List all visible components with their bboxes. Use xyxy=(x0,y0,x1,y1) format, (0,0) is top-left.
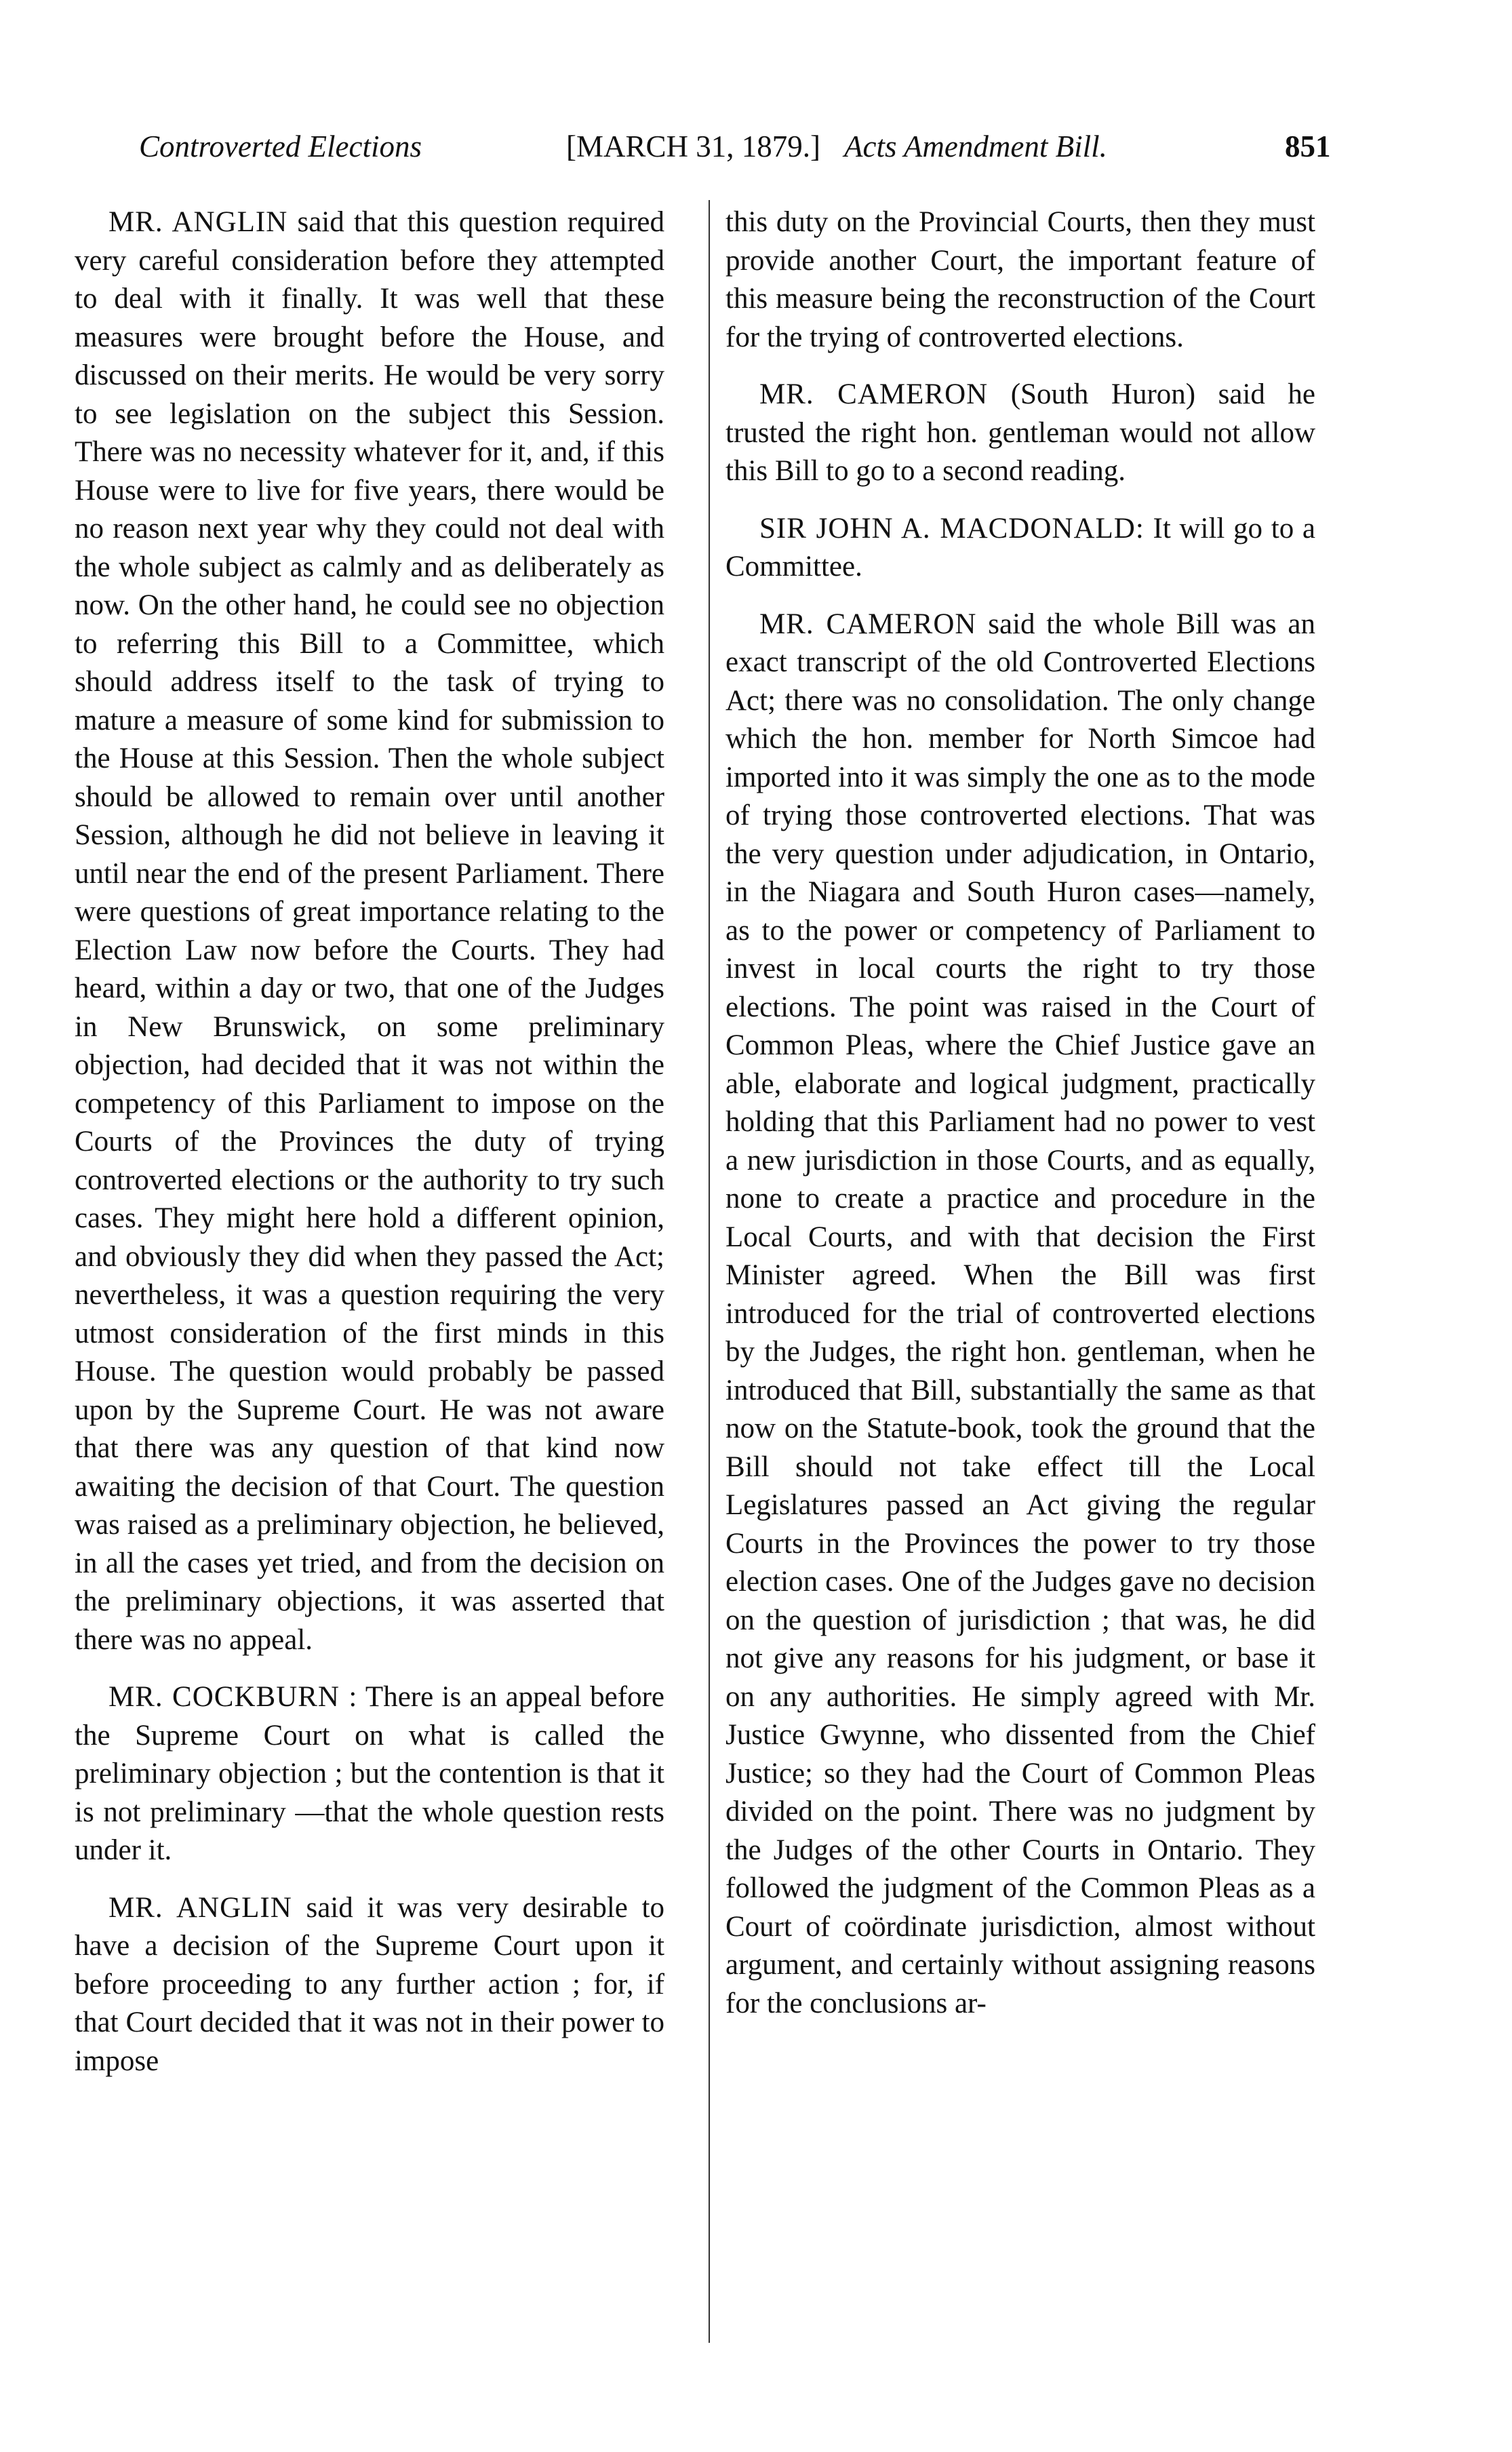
paragraph-text: this duty on the Provincial Courts, then they must provide another Court, the important feature of this measure being the reconstruction of the Court for the trying of controverted elections. xyxy=(725,206,1315,353)
header-left-title: Controverted Elections xyxy=(139,130,422,163)
paragraph-anglin-2 xyxy=(75,1889,664,2081)
paragraph-text: There is an appeal before the Supreme Court on what is called the preliminary objection ; but the contention is that it is not preliminary —that the whole question rests under it. xyxy=(75,1681,664,1866)
paragraph-text: It will go to a Committee. xyxy=(725,512,1315,582)
paragraph-text: said that this question required very careful consideration before they attempted to deal with it finally. It was well that these measures were brought before the House, and discussed on their merits. He would be very sorry to see legislation on the subject this Session. There was no necessity whatever for it, and, if this House were to live for five years, there would be no reason next year why they could not deal with the whole subject as calmly and as deliberately as now. On the other hand, he could see no objection to referring this Bill to a Committee, which should address itself to the task of trying to mature a measure of some kind for submission to the House at this Session. Then the whole subject should be allowed to remain over until another Session, although he did not believe in leaving it until near the end of the present Parliament. There were questions of great importance relating to the Election Law now before the Courts. They had heard, within a day or two, that one of the Judges in New Brunswick, on some preliminary objection, had decided that it was not within the competency of this Parliament to impose on the Courts of the Provinces the duty of trying controverted elections or the authority to try such cases. They might here hold a different opinion, and obviously they did when they passed the Act; nevertheless, it was a question requiring the very utmost consideration of the first minds in this House. The question would probably be passed upon by the Supreme Court. He was not aware that there was any question of that kind now awaiting the decision of that Court. The question was raised as a preliminary objection, he believed, in all the cases yet tried, and from the decision on the preliminary objections, it was asserted that there was no appeal. xyxy=(75,206,665,1656)
right-column xyxy=(725,203,1315,2042)
paragraph-continuation xyxy=(725,203,1315,357)
paragraph-text: said the whole Bill was an exact transcript of the old Controverted Elections Act; there was no consolidation. The only change which the hon. member for North Simcoe had imported into it was simply the one as to the mode of trying those controverted elections. That was the very question under adjudication, in Ontario, in the Niagara and South Huron cases—namely, as to the power or competency of Parliament to invest in local courts the right to try those elections. The point was raised in the Court of Common Pleas, where the Chief Justice gave an able, elaborate and logical judgment, practically holding that this Parliament had no power to vest a new jurisdiction in those Courts, and as equally, none to create a practice and procedure in the Local Courts, and with that decision the First Minister agreed. When the Bill was first introduced for the trial of controverted elections by the Judges, the right hon. gentleman, when he introduced that Bill, substantially the same as that now on the Statute-book, took the ground that the Bill should not take effect till the Local Legislatures passed an Act giving the regular Courts in the Provinces the power to try those election cases. One of the Judges gave no decision on the question of jurisdiction ; that was, he did not give any reasons for his judgment, or base it on any authorities. He simply agreed with Mr. Justice Gwynne, who dissented from the Chief Justice; so they had the Court of Common Pleas divided on the point. There was no judgment by the Judges of the other Courts in Ontario. They followed the judgment of the Common Pleas as a Court of coördinate jurisdiction, almost without argument, and certainly without assigning reasons for the conclusions ar- xyxy=(725,608,1315,2019)
paragraph-cockburn xyxy=(75,1678,664,1870)
speaker-name: MR. CAMERON xyxy=(759,378,989,410)
speaker-name: MR. ANGLIN xyxy=(108,206,288,238)
running-header xyxy=(132,119,1336,174)
header-date: [MARCH 31, 1879.] xyxy=(566,130,821,163)
paragraph-text: (South Huron) said he trusted the right hon. gentleman would not allow this Bill to go to a second reading. xyxy=(725,378,1315,487)
paragraph-text: said it was very desirable to have a decision of the Supreme Court upon it before proceeding to any further action ; for, if that Court decided that it was not in their power to impose xyxy=(75,1891,664,2077)
paragraph-anglin-1 xyxy=(75,203,664,1659)
column-divider xyxy=(709,200,710,2343)
left-column xyxy=(75,203,664,2099)
speaker-name: MR. ANGLIN xyxy=(108,1891,292,1924)
paragraph-cameron-2 xyxy=(725,606,1315,2023)
page-number: 851 xyxy=(1285,130,1331,163)
speaker-name: MR. CAMERON xyxy=(759,608,977,640)
header-right-title: Acts Amendment Bill. xyxy=(844,130,1107,163)
paragraph-macdonald xyxy=(725,510,1315,587)
speaker-name: SIR JOHN A. MACDONALD: xyxy=(759,512,1145,545)
speaker-name: MR. COCKBURN : xyxy=(108,1681,358,1713)
paragraph-cameron-1 xyxy=(725,376,1315,491)
